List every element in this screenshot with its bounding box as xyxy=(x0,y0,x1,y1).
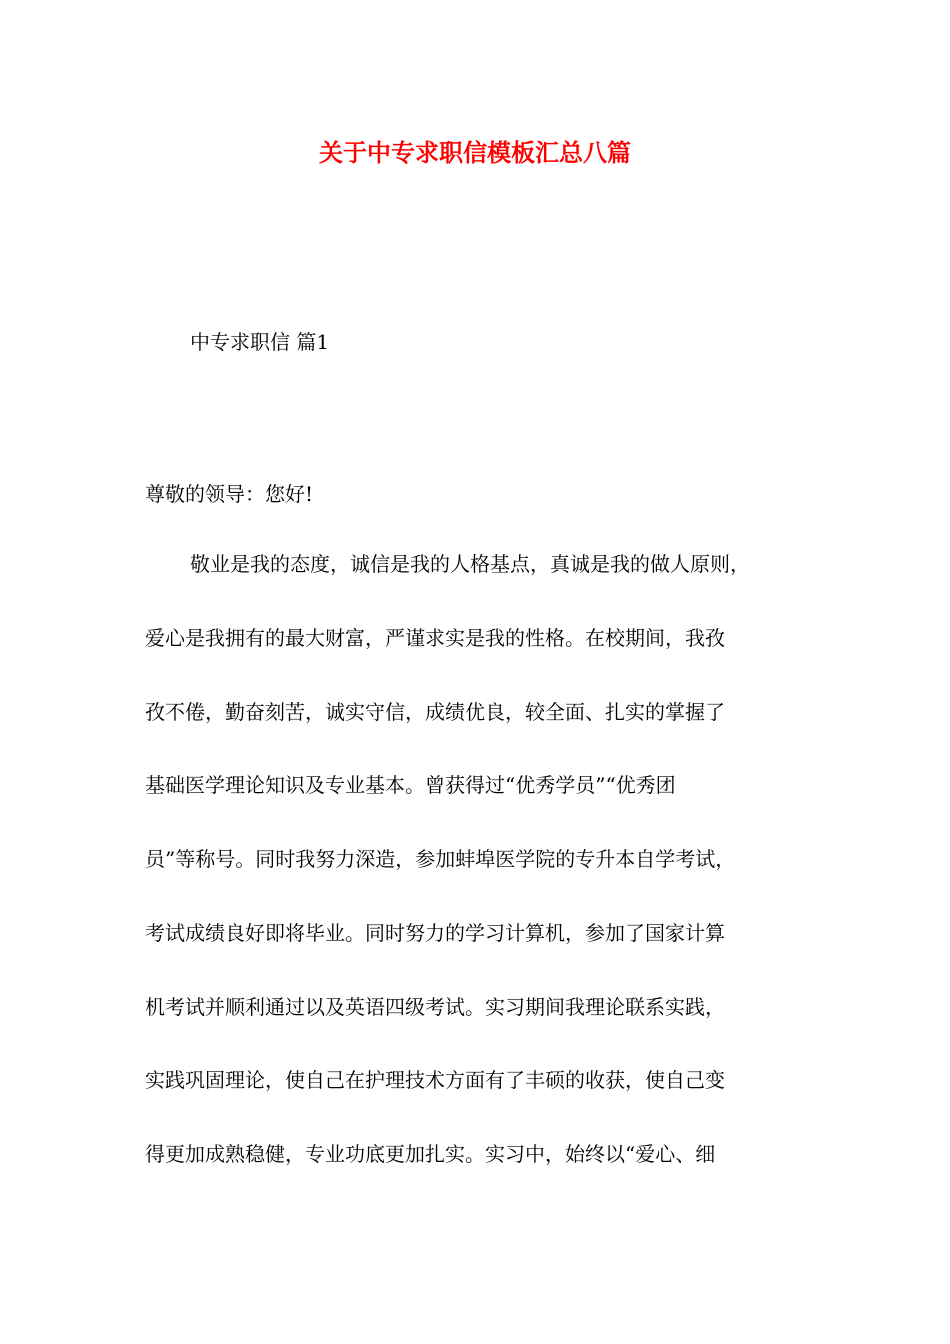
body-text xyxy=(145,549,825,1213)
body-line: 敬业是我的态度，诚信是我的人格基点，真诚是我的做人原则， xyxy=(190,552,750,576)
section-heading: 中专求职信 篇1 xyxy=(190,330,330,354)
body-line: 得更加成熟稳健，专业功底更加扎实。实习中，始终以“爱心、细 xyxy=(145,1142,716,1166)
body-line: 员”等称号。同时我努力深造，参加蚌埠医学院的专升本自学考试， xyxy=(145,847,736,871)
body-line: 孜不倦，勤奋刻苦，诚实守信，成绩优良，较全面、扎实的掌握了 xyxy=(145,699,725,724)
greeting: 尊敬的领导：您好! xyxy=(145,482,314,506)
body-line: 爱心是我拥有的最大财富，严谨求实是我的性格。在校期间，我孜 xyxy=(145,625,725,650)
body-line: 考试成绩良好即将毕业。同时努力的学习计算机，参加了国家计算 xyxy=(145,920,725,945)
body-line: 基础医学理论知识及专业基本。曾获得过“优秀学员”“优秀团 xyxy=(145,773,676,798)
body-line: 实践巩固理论，使自己在护理技术方面有了丰硕的收获，使自己变 xyxy=(145,1068,725,1093)
page-title: 关于中专求职信模板汇总八篇 xyxy=(319,138,631,167)
body-line: 机考试并顺利通过以及英语四级考试。实习期间我理论联系实践， xyxy=(145,994,725,1019)
